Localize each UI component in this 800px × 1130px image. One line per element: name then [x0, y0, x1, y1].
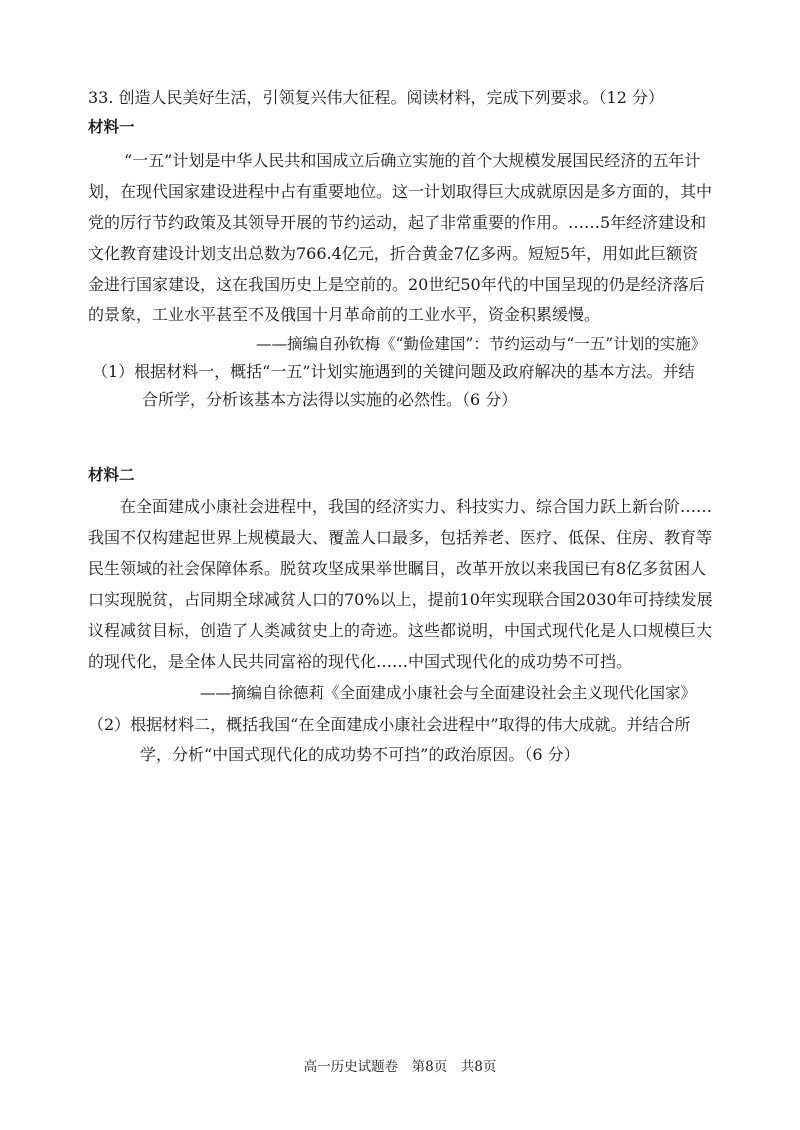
material-1-line-2: 划，在现代国家建设进程中占有重要地位。这一计划取得巨大成就原因是多方面的，其中 [88, 182, 713, 201]
material-2-line-1: 在全面建成小康社会进程中，我国的经济实力、科技实力、综合国力跃上新台阶…… [120, 497, 713, 516]
material-2-line-3: 民生领域的社会保障体系。脱贫攻坚成果举世瞩目，改革开放以来我国已有8亿多贫困人 [88, 559, 707, 578]
material-1-line-3: 党的厉行节约政策及其领导开展的节约运动，起了非常重要的作用。……5年经济建设和 [88, 213, 707, 232]
sub-question-1-line-2: 合所学，分析该基本方法得以实施的必然性。（6 分） [142, 390, 518, 409]
material-2-title: 材料二 [88, 466, 135, 484]
material-2-line-2: 我国不仅构建起世界上规模最大、覆盖人口最多，包括养老、医疗、低保、住房、教育等 [88, 528, 713, 547]
sub-question-2-line-2: 学，分析“中国式现代化的成功势不可挡”的政治原因。（6 分） [140, 745, 580, 764]
material-1-source: ——摘编自孙钦梅《“勤俭建国”：节约运动与“一五”计划的实施》 [256, 335, 707, 353]
material-1-line-6: 的景象，工业水平甚至不及俄国十月革命前的工业水平，资金积累缓慢。 [88, 305, 601, 324]
sub-question-1-line-1: （1）根据材料一，概括“一五”计划实施遇到的关键问题及政府解决的基本方法。并结 [92, 362, 695, 381]
material-2-source: ——摘编自徐德莉《全面建成小康社会与全面建设社会主义现代化国家》 [200, 684, 697, 702]
material-2-line-4: 口实现脱贫，占同期全球减贫人口的70%以上，提前10年实现联合国2030年可持续发展 [88, 590, 713, 609]
question-33-heading: 33. 创造人民美好生活，引领复兴伟大征程。阅读材料，完成下列要求。（12 分） [88, 88, 664, 107]
sub-question-2-line-1: （2）根据材料二，概括我国“在全面建成小康社会进程中”取得的伟大成就。并结合所 [88, 715, 691, 734]
material-1-title: 材料一 [88, 118, 135, 136]
material-2-line-5: 议程减贫目标，创造了人类减贫史上的奇迹。这些都说明，中国式现代化是人口规模巨大 [88, 621, 713, 640]
material-1-line-4: 文化教育建设计划支出总数为766.4亿元，折合黄金7亿多两。短短5年，用如此巨额资 [88, 244, 699, 263]
material-1-line-5: 金进行国家建设，这在我国历史上是空前的。20世纪50年代的中国呈现的仍是经济落后 [88, 275, 705, 294]
page-footer: 高一历史试题卷 第8页 共8页 [303, 1059, 497, 1075]
material-2-line-6: 的现代化，是全体人民共同富裕的现代化……中国式现代化的成功势不可挡。 [88, 652, 633, 671]
material-1-line-1: “一五”计划是中华人民共和国成立后确立实施的首个大规模发展国民经济的五年计 [124, 151, 701, 170]
